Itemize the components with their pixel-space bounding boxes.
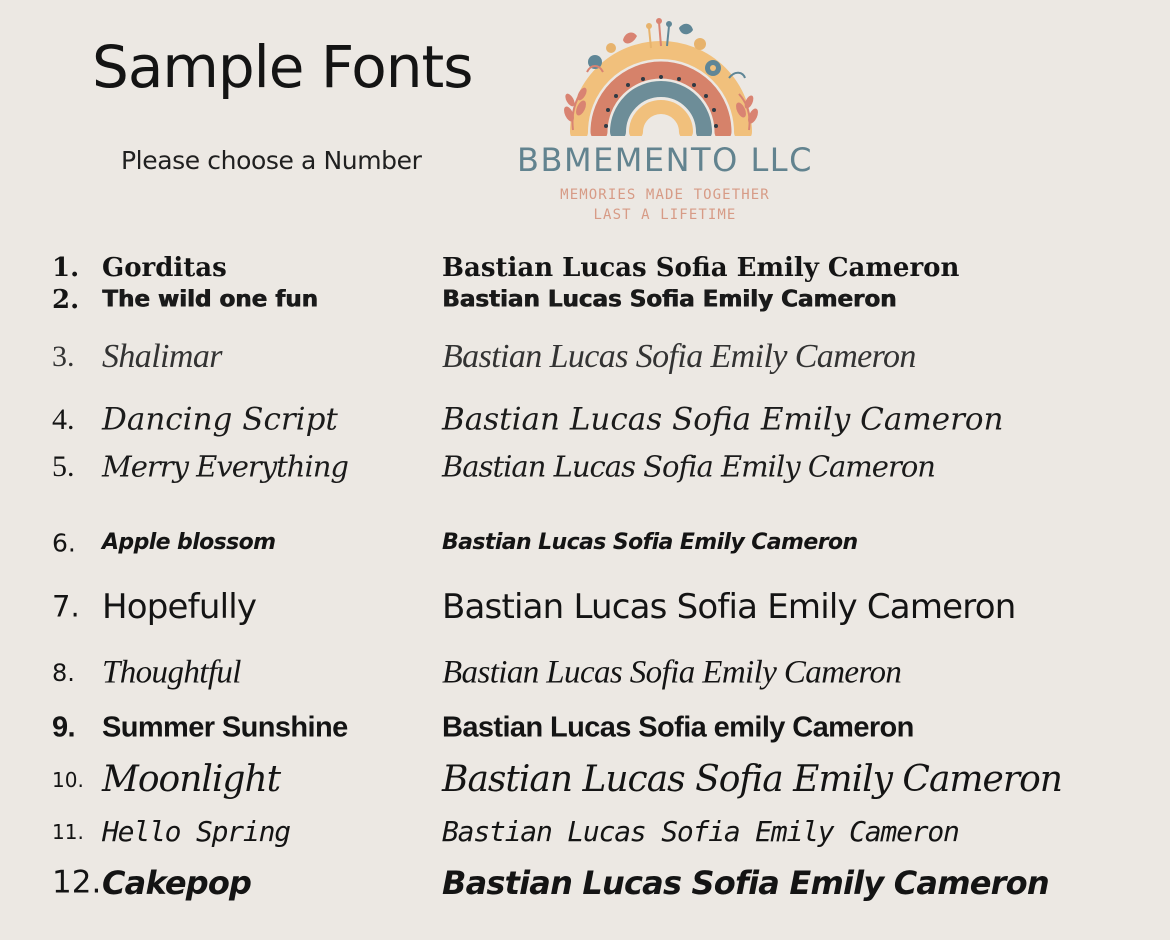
font-option-4[interactable] (0, 401, 1170, 438)
font-option-9[interactable] (0, 711, 1170, 744)
page-subtitle: Please choose a Number (121, 146, 422, 175)
font-option-7[interactable] (0, 587, 1170, 627)
font-option-8[interactable] (0, 654, 1170, 691)
font-option-3[interactable] (0, 338, 1170, 375)
font-sample: Bastian Lucas Sofia Emily Cameron (442, 253, 960, 283)
font-sample: Bastian Lucas Sofia Emily Cameron (442, 815, 959, 848)
font-sample: Bastian Lucas Sofia Emily Cameron (442, 530, 858, 555)
font-option-2[interactable] (0, 285, 1170, 315)
font-sample: Bastian Lucas Sofia emily Cameron (442, 711, 914, 744)
brand-name: BBMEMENTO LLC (517, 141, 813, 179)
font-number: 9. (52, 711, 75, 744)
font-name: Cakepop (102, 864, 252, 902)
font-name: Merry Everything (102, 449, 348, 484)
font-number: 10. (52, 768, 84, 792)
font-sample: Bastian Lucas Sofia Emily Cameron (442, 338, 916, 375)
font-name: Summer Sunshine (102, 711, 348, 744)
font-name: Hopefully (102, 587, 257, 627)
font-sample: Bastian Lucas Sofia Emily Cameron (442, 864, 1049, 902)
font-sample: Bastian Lucas Sofia Emily Cameron (442, 286, 897, 313)
font-number: 2. (52, 285, 80, 315)
font-name: Dancing Script (102, 401, 338, 438)
font-number: 5. (52, 450, 75, 483)
font-number: 12. (52, 864, 102, 901)
brand-tagline-line2: LAST A LIFETIME (593, 207, 737, 223)
font-name: Shalimar (102, 338, 222, 375)
font-number: 11. (52, 820, 84, 844)
font-name: The wild one fun (102, 286, 318, 313)
font-number: 7. (52, 589, 80, 624)
font-option-6[interactable] (0, 528, 1170, 558)
font-number: 3. (52, 340, 75, 373)
page-title: Sample Fonts (92, 33, 473, 101)
brand-tagline-line1: MEMORIES MADE TOGETHER (560, 187, 770, 203)
font-name: Apple blossom (102, 530, 276, 555)
font-name: Hello Spring (102, 815, 290, 848)
font-option-1[interactable] (0, 253, 1170, 283)
font-name: Gorditas (102, 253, 227, 283)
font-number: 8. (52, 659, 75, 687)
font-sample: Bastian Lucas Sofia Emily Cameron (442, 449, 935, 484)
font-sample: Bastian Lucas Sofia Emily Cameron (442, 759, 1062, 800)
font-name: Thoughtful (102, 654, 241, 691)
font-option-10[interactable] (0, 759, 1170, 800)
font-option-12[interactable] (0, 864, 1170, 902)
font-sample: Bastian Lucas Sofia Emily Cameron (442, 587, 1016, 627)
font-sample: Bastian Lucas Sofia Emily Cameron (442, 654, 902, 691)
font-option-11[interactable] (0, 815, 1170, 848)
font-name: Moonlight (102, 759, 281, 800)
font-sample: Bastian Lucas Sofia Emily Cameron (442, 401, 1004, 438)
font-number: 6. (52, 528, 76, 558)
font-number: 1. (52, 253, 80, 283)
font-number: 4. (52, 403, 75, 436)
font-option-5[interactable] (0, 449, 1170, 484)
